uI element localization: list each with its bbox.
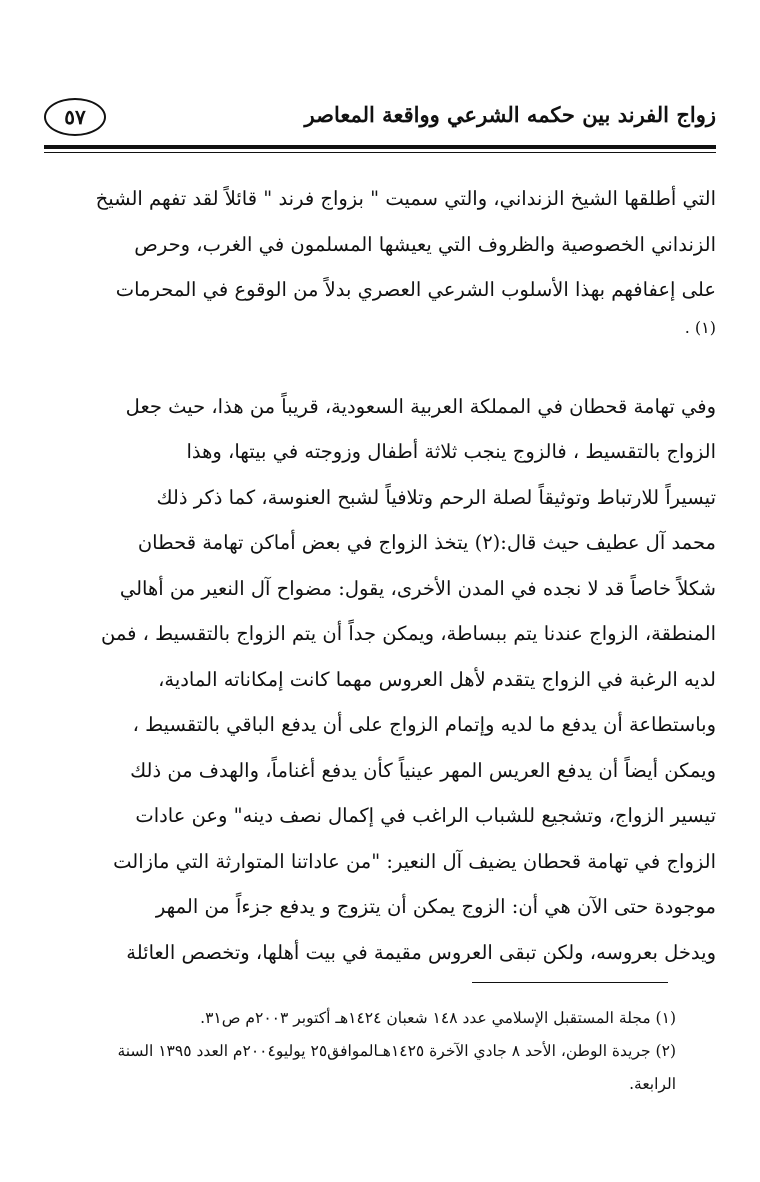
paragraph-2 xyxy=(44,384,716,976)
paragraph-1 xyxy=(44,176,716,351)
text-line: محمد آل عطيف حيث قال:(٢) يتخذ الزواج في بعض أماكن تهامة قحطان xyxy=(137,531,716,554)
page-header xyxy=(44,98,716,142)
header-rule-thick xyxy=(44,145,716,149)
footnote-2: (٢) جريدة الوطن، الأحد ٨ جادي الآخرة ١٤٢٥هـالموافق٢٥ يوليو٢٠٠٤م العدد ١٣٩٥ السنة xyxy=(117,1042,676,1060)
page-number: ٥٧ xyxy=(44,98,106,136)
text-line: وفي تهامة قحطان في المملكة العربية السعودية، قريباً من هذا، حيث جعل xyxy=(125,394,716,418)
footnote-separator xyxy=(472,982,668,983)
text-line: شكلاً خاصاً قد لا نجده في المدن الأخرى، يقول: مضواح آل النعير من أهالي xyxy=(119,576,716,600)
text-line: تيسير الزواج، وتشجيع للشباب الراغب في إكمال نصف دينه" وعن عادات xyxy=(135,804,716,827)
text-line: ويمكن أيضاً أن يدفع العريس المهر عينياً كأن يدفع أغناماً، والهدف من ذلك xyxy=(130,758,716,782)
text-line: وباستطاعة أن يدفع ما لديه وإتمام الزواج على أن يدفع الباقي بالتقسيط ، xyxy=(132,713,716,736)
text-line: الزواج في تهامة قحطان يضيف آل النعير: "من عاداتنا المتوارثة التي مازالت xyxy=(113,849,716,873)
text-line: ويدخل بعروسه، ولكن تبقى العروس مقيمة في بيت أهلها، وتخصص العائلة xyxy=(126,940,716,964)
text-line: لديه الرغبة في الزواج يتقدم لأهل العروس مهما كانت إمكاناته المادية، xyxy=(158,667,716,691)
header-rule-thin xyxy=(44,152,716,153)
text-line: المنطقة، الزواج عندنا يتم ببساطة، ويمكن جداً أن يتم الزواج بالتقسيط ، فمن xyxy=(101,622,716,645)
body-text xyxy=(44,176,716,975)
text-line: الزنداني الخصوصية والظروف التي يعيشها المسلمون في الغرب، وحرص xyxy=(134,232,716,256)
running-title: زواج الفرند بين حكمه الشرعي وواقعة المعاصر xyxy=(304,102,716,127)
footnote-1: (١) مجلة المستقبل الإسلامي عدد ١٤٨ شعبان ١٤٢٤هـ أكتوبر ٢٠٠٣م ص٣١. xyxy=(200,1009,676,1027)
text-line: التي أطلقها الشيخ الزنداني، والتي سميت " بزواج فرند " قائلاً لقد تفهم الشيخ xyxy=(95,187,716,210)
footnotes xyxy=(44,1002,676,1101)
text-line: تيسيراً للارتباط وتوثيقاً لصلة الرحم وتلافياً لشبح العنوسة، كما ذكر ذلك xyxy=(156,485,716,509)
text-line: الزواج بالتقسيط ، فالزوج ينجب ثلاثة أطفال وزوجته في بيتها، وهذا xyxy=(186,440,716,463)
paragraph-gap xyxy=(44,351,716,384)
text-line: (١) . xyxy=(684,317,716,337)
footnote-2-continuation: الرابعة. xyxy=(629,1075,676,1093)
text-line: على إعفافهم بهذا الأسلوب الشرعي العصري بدلاً من الوقوع في المحرمات xyxy=(115,278,716,301)
text-line: موجودة حتى الآن هي أن: الزوج يمكن أن يتزوج و يدفع جزءاً من المهر xyxy=(155,895,716,918)
